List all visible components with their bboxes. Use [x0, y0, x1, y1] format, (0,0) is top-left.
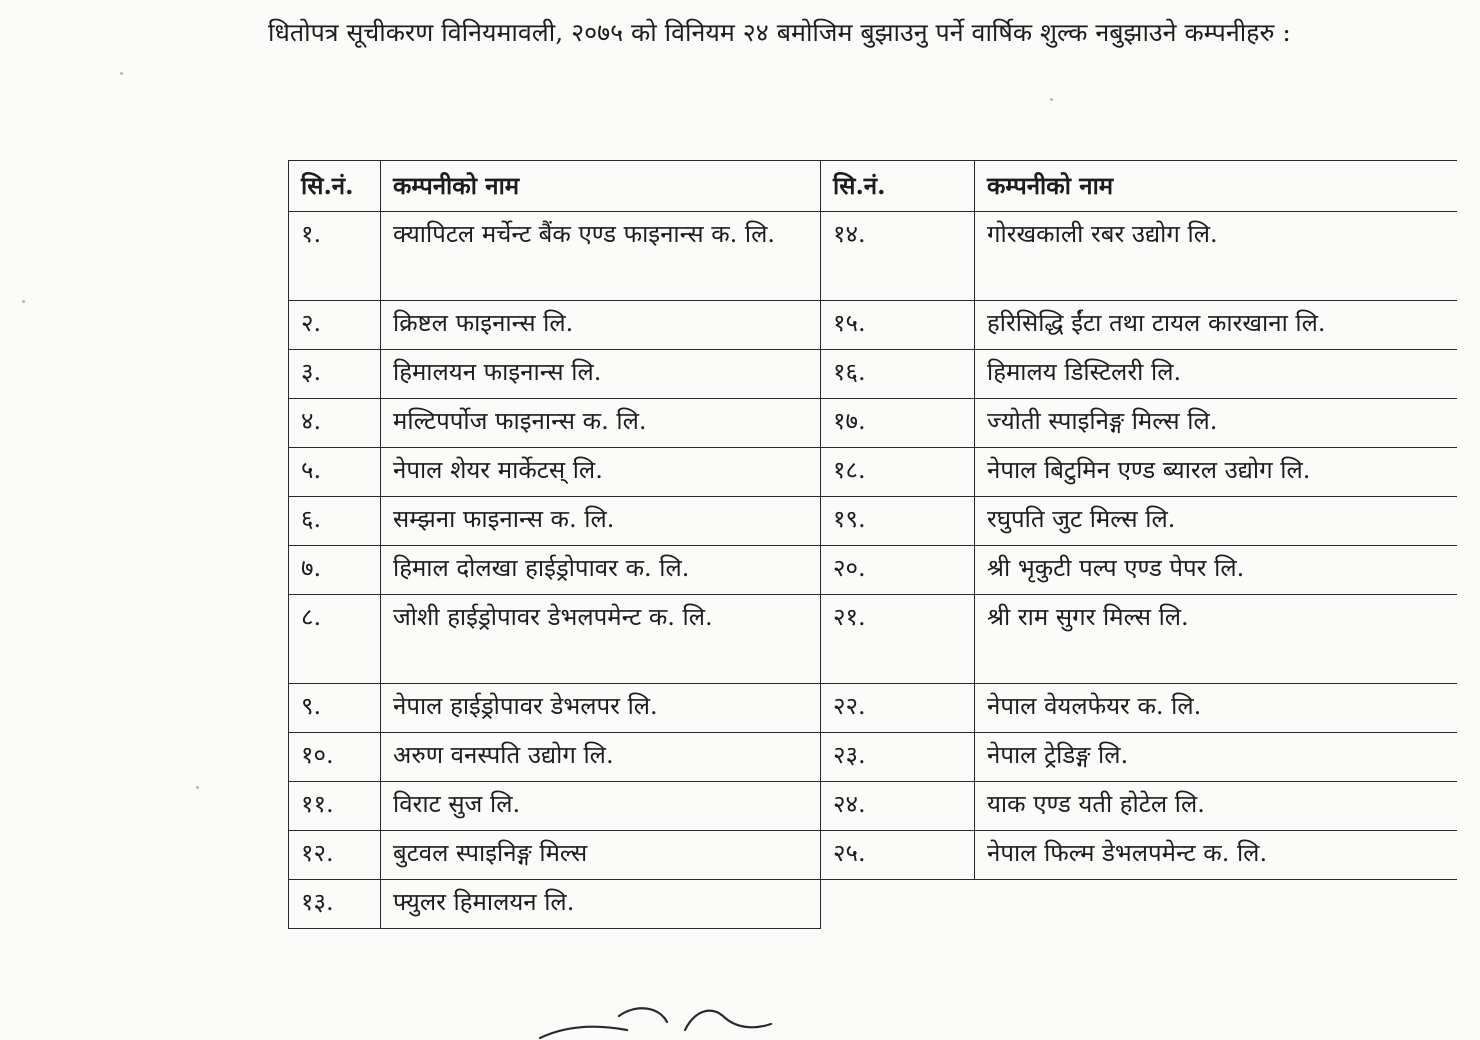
- company-name: नेपाल फिल्म डेभलपमेन्ट क. लि.: [975, 831, 1457, 880]
- table-row: [821, 595, 1457, 684]
- company-table-left: [288, 160, 821, 929]
- serial-number: १५.: [821, 301, 975, 350]
- company-name: क्रिष्टल फाइनान्स लि.: [381, 301, 821, 350]
- serial-number: १८.: [821, 448, 975, 497]
- company-name: याक एण्ड यती होटेल लि.: [975, 782, 1457, 831]
- serial-number: २१.: [821, 595, 975, 684]
- serial-number: ११.: [289, 782, 381, 831]
- company-name: नेपाल ट्रेडिङ्ग लि.: [975, 733, 1457, 782]
- table-row: [821, 448, 1457, 497]
- table-header-row: [821, 161, 1457, 212]
- serial-header: सि.नं.: [289, 161, 381, 212]
- table-header-row: [289, 161, 821, 212]
- company-table-right: [820, 160, 1457, 880]
- table-row: [289, 497, 821, 546]
- serial-header: सि.नं.: [821, 161, 975, 212]
- serial-number: ९.: [289, 684, 381, 733]
- table-row: [289, 212, 821, 301]
- paper-speck: [22, 300, 25, 303]
- company-name: श्री भृकुटी पल्प एण्ड पेपर लि.: [975, 546, 1457, 595]
- serial-number: १०.: [289, 733, 381, 782]
- signature-mark: [535, 1000, 775, 1040]
- serial-number: १७.: [821, 399, 975, 448]
- company-name: अरुण वनस्पति उद्योग लि.: [381, 733, 821, 782]
- company-name: हिमालयन फाइनान्स लि.: [381, 350, 821, 399]
- serial-number: ३.: [289, 350, 381, 399]
- serial-number: १२.: [289, 831, 381, 880]
- intro-paragraph: धितोपत्र सूचीकरण विनियमावली, २०७५ को विनियम २४ बमोजिम बुझाउनु पर्ने वार्षिक शुल्क नबुझाउने कम्पनीहरु :: [268, 18, 1291, 47]
- company-name-header: कम्पनीको नाम: [381, 161, 821, 212]
- table-row: [821, 399, 1457, 448]
- table-row: [821, 212, 1457, 301]
- company-name: बुटवल स्पाइनिङ्ग मिल्स: [381, 831, 821, 880]
- serial-number: १९.: [821, 497, 975, 546]
- table-row: [821, 831, 1457, 880]
- table-row: [821, 782, 1457, 831]
- company-name: मल्टिपर्पोज फाइनान्स क. लि.: [381, 399, 821, 448]
- serial-number: ७.: [289, 546, 381, 595]
- table-row: [289, 448, 821, 497]
- table-row: [289, 399, 821, 448]
- table-row: [289, 350, 821, 399]
- table-row: [821, 733, 1457, 782]
- company-name: विराट सुज लि.: [381, 782, 821, 831]
- serial-number: २२.: [821, 684, 975, 733]
- serial-number: १.: [289, 212, 381, 301]
- serial-number: ६.: [289, 497, 381, 546]
- serial-number: २४.: [821, 782, 975, 831]
- paper-speck: [1050, 98, 1053, 101]
- company-name: नेपाल हाईड्रोपावर डेभलपर लि.: [381, 684, 821, 733]
- serial-number: २३.: [821, 733, 975, 782]
- table-row: [821, 497, 1457, 546]
- serial-number: २.: [289, 301, 381, 350]
- company-name: फ्युलर हिमालयन लि.: [381, 880, 821, 929]
- table-row: [289, 880, 821, 929]
- company-name: नेपाल बिटुमिन एण्ड ब्यारल उद्योग लि.: [975, 448, 1457, 497]
- table-row: [821, 301, 1457, 350]
- paper-speck: [120, 72, 123, 75]
- table-row: [289, 684, 821, 733]
- company-name: श्री राम सुगर मिल्स लि.: [975, 595, 1457, 684]
- table-row: [289, 782, 821, 831]
- table-row: [821, 684, 1457, 733]
- paper-speck: [196, 786, 199, 789]
- company-name: नेपाल वेयलफेयर क. लि.: [975, 684, 1457, 733]
- table-row: [289, 301, 821, 350]
- company-name: सम्झना फाइनान्स क. लि.: [381, 497, 821, 546]
- serial-number: ४.: [289, 399, 381, 448]
- table-row: [289, 831, 821, 880]
- company-name: हिमालय डिस्टिलरी लि.: [975, 350, 1457, 399]
- serial-number: ८.: [289, 595, 381, 684]
- company-name: ज्योती स्पाइनिङ्ग मिल्स लि.: [975, 399, 1457, 448]
- serial-number: १३.: [289, 880, 381, 929]
- company-name: हिमाल दोलखा हाईड्रोपावर क. लि.: [381, 546, 821, 595]
- company-name: रघुपति जुट मिल्स लि.: [975, 497, 1457, 546]
- company-name: क्यापिटल मर्चेन्ट बैंक एण्ड फाइनान्स क. लि.: [381, 212, 821, 301]
- company-name: नेपाल शेयर मार्केटस् लि.: [381, 448, 821, 497]
- serial-number: १६.: [821, 350, 975, 399]
- serial-number: २०.: [821, 546, 975, 595]
- table-row: [289, 595, 821, 684]
- serial-number: १४.: [821, 212, 975, 301]
- serial-number: ५.: [289, 448, 381, 497]
- company-name: जोशी हाईड्रोपावर डेभलपमेन्ट क. लि.: [381, 595, 821, 684]
- company-name-header: कम्पनीको नाम: [975, 161, 1457, 212]
- serial-number: २५.: [821, 831, 975, 880]
- table-row: [821, 350, 1457, 399]
- table-row: [289, 733, 821, 782]
- table-row: [289, 546, 821, 595]
- table-row: [821, 546, 1457, 595]
- company-name: गोरखकाली रबर उद्योग लि.: [975, 212, 1457, 301]
- company-name: हरिसिद्धि ईंटा तथा टायल कारखाना लि.: [975, 301, 1457, 350]
